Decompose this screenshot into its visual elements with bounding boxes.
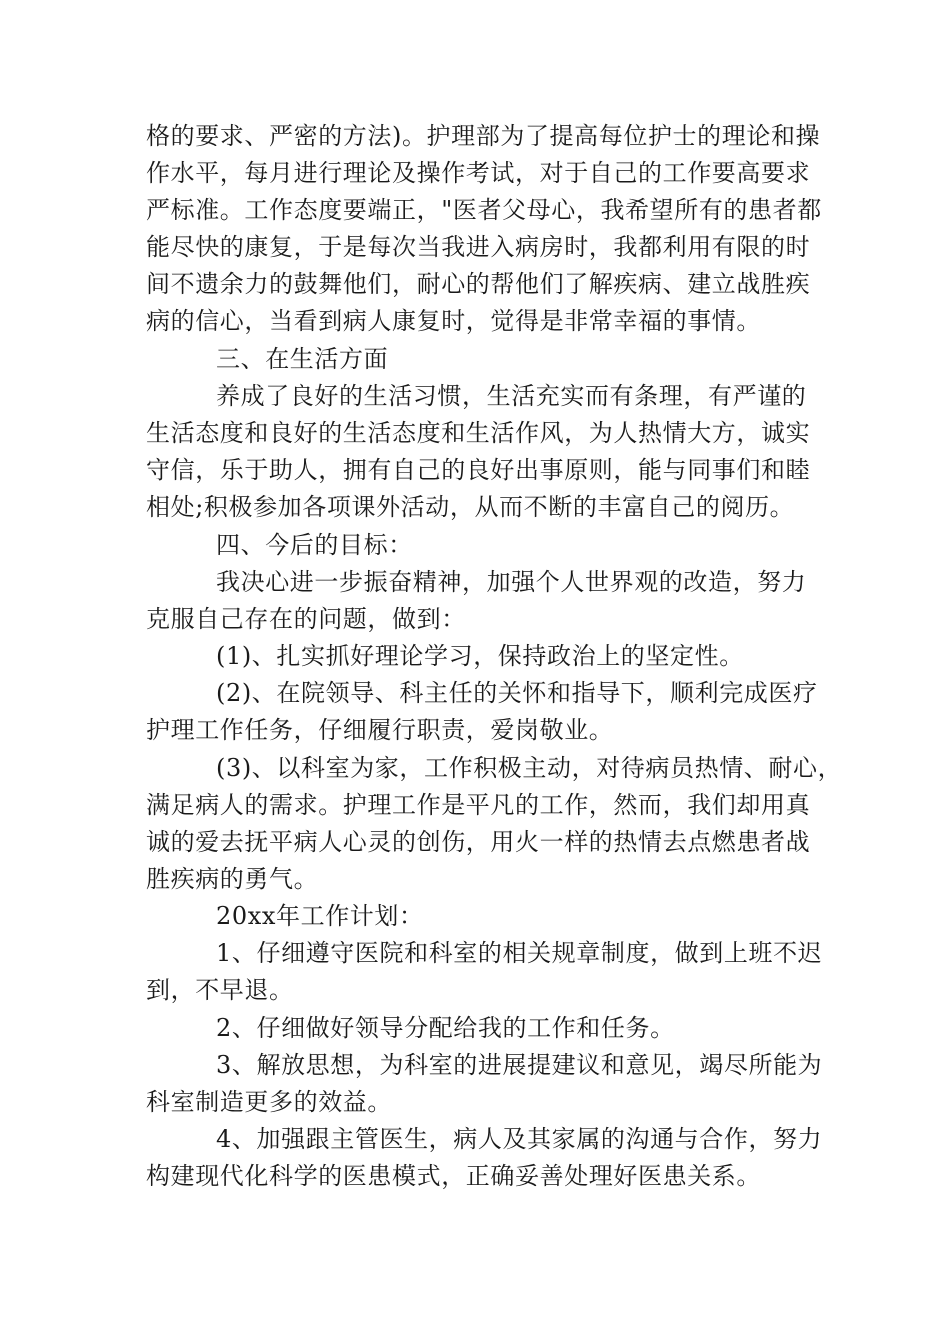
list-item: (1)、扎实抓好理论学习，保持政治上的坚定性。 [216,642,744,670]
list-item: 2、仔细做好领导分配给我的工作和任务。 [216,1014,675,1042]
paragraph-line: 胜疾病的勇气。 [146,865,319,893]
section-heading-work-plan: 20xx年工作计划： [216,902,424,930]
paragraph-line: 病的信心，当看到病人康复时，觉得是非常幸福的事情。 [146,307,761,335]
list-item: (3)、以科室为家，工作积极主动，对待病员热情、耐心， [216,754,843,782]
paragraph-line: 养成了良好的生活习惯，生活充实而有条理，有严谨的 [216,382,807,410]
paragraph-line: 构建现代化科学的医患模式，正确妥善处理好医患关系。 [146,1162,761,1190]
section-heading-goals: 四、今后的目标： [216,531,413,559]
paragraph-line: 格的要求、严密的方法)。护理部为了提高每位护士的理论和操 [146,122,821,150]
paragraph-line: 间不遗余力的鼓舞他们，耐心的帮他们了解疾病、建立战胜疾 [146,270,811,298]
paragraph-line: 满足病人的需求。护理工作是平凡的工作，然而，我们却用真 [146,791,811,819]
paragraph-line: 诚的爱去抚平病人心灵的创伤，用火一样的热情去点燃患者战 [146,828,811,856]
paragraph-line: 科室制造更多的效益。 [146,1088,392,1116]
paragraph-line: 护理工作任务，仔细履行职责，爱岗敬业。 [146,716,614,744]
paragraph-line: 严标准。工作态度要端正，"医者父母心，我希望所有的患者都 [146,196,822,224]
list-item: 4、加强跟主管医生，病人及其家属的沟通与合作，努力 [216,1125,823,1153]
list-item: 3、解放思想，为科室的进展提建议和意见，竭尽所能为 [216,1051,823,1079]
paragraph-line: 克服自己存在的问题，做到： [146,605,466,633]
section-heading-life: 三、在生活方面 [216,345,389,373]
paragraph-line: 相处;积极参加各项课外活动，从而不断的丰富自己的阅历。 [146,493,795,521]
list-item: 1、仔细遵守医院和科室的相关规章制度，做到上班不迟 [216,939,823,967]
paragraph-line: 生活态度和良好的生活态度和生活作风，为人热情大方，诚实 [146,419,811,447]
list-item: (2)、在院领导、科主任的关怀和指导下，顺利完成医疗 [216,679,818,707]
paragraph-line: 到，不早退。 [146,976,294,1004]
paragraph-line: 我决心进一步振奋精神，加强个人世界观的改造，努力 [216,568,807,596]
paragraph-line: 能尽快的康复，于是每次当我进入病房时，我都利用有限的时 [146,233,811,261]
paragraph-line: 作水平，每月进行理论及操作考试，对于自己的工作要高要求 [146,159,811,187]
paragraph-line: 守信，乐于助人，拥有自己的良好出事原则，能与同事们和睦 [146,456,811,484]
